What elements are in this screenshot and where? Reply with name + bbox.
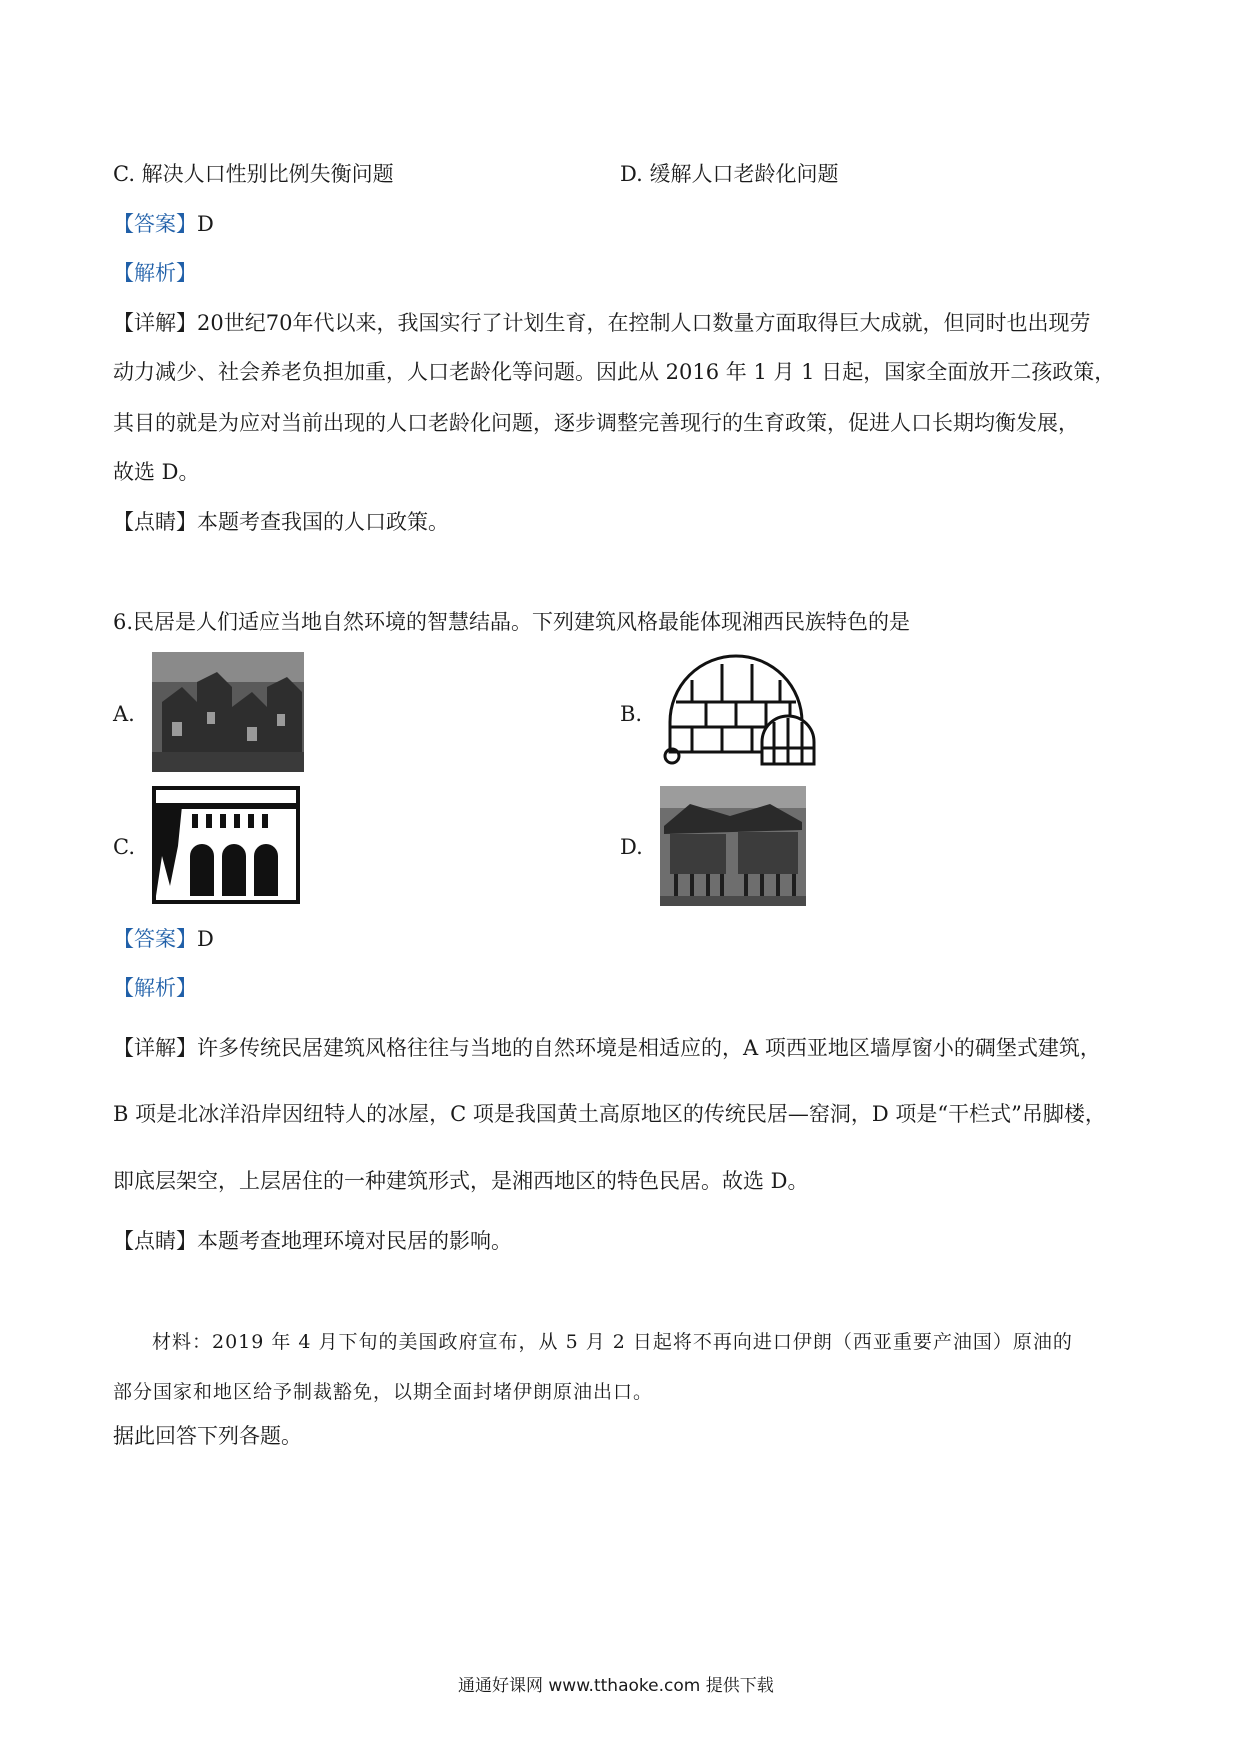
q6-detail-line-1 [113,1034,1101,1062]
page-footer: 通通好课网 www.tthaoke.com 提供下载 [458,1676,774,1696]
material-line-2: 部分国家和地区给予制裁豁免，以期全面封堵伊朗原油出口。 [113,1381,654,1403]
answer-tag: 【答案】 [113,212,197,236]
q5-answer [113,210,214,238]
q5-analysis-tag: 【解析】 [113,261,197,285]
answer-tag: 【答案】 [113,927,197,951]
q5-detail-line-2: 动力减少、社会养老负担加重，人口老龄化等问题。因此从 2016 年 1 月 1 日起，国家全面放开二孩政策， [113,360,1116,384]
q5-detail-line-3: 其目的就是为应对当前出现的人口老龄化问题，逐步调整完善现行的生育政策，促进人口长期均衡发展， [113,411,1079,435]
q6-answer [113,925,214,953]
q6-stem: 6.民居是人们适应当地自然环境的智慧结晶。下列建筑风格最能体现湘西民族特色的是 [113,610,911,634]
q5-comment [113,508,449,536]
answer-value: D [197,212,214,236]
stilted-house-image [660,786,806,906]
comment-text: 本题考查地理环境对民居的影响。 [197,1229,512,1253]
q6-option-b-label: B. [620,702,643,726]
detail-text: 许多传统民居建筑风格往往与当地的自然环境是相适应的，A 项西亚地区墙厚窗小的碉堡式建筑， [197,1036,1101,1060]
q6-option-d-label: D. [620,835,643,859]
material-line-1: 材料：2019 年 4 月下旬的美国政府宣布，从 5 月 2 日起将不再向进口伊朗（西亚重要产油国）原油的 [152,1331,1073,1353]
detail-tag: 【详解】 [113,311,197,335]
q6-analysis-tag: 【解析】 [113,976,197,1000]
comment-tag: 【点睛】 [113,510,197,534]
material-instruction: 据此回答下列各题。 [113,1424,302,1448]
q6-comment [113,1227,512,1255]
q6-option-c-label: C. [113,835,135,859]
q5-detail-line-4: 故选 D。 [113,460,200,484]
igloo-image [662,652,822,770]
detail-text: 20世纪70年代以来，我国实行了计划生育，在控制人口数量方面取得巨大成就，但同时也出现劳 [197,311,1091,335]
q6-option-a-label: A. [113,702,135,726]
comment-text: 本题考查我国的人口政策。 [197,510,449,534]
q6-detail-line-3: 即底层架空，上层居住的一种建筑形式，是湘西地区的特色民居。故选 D。 [113,1169,809,1193]
castle-building-image [152,652,304,772]
q5-option-c: C. 解决人口性别比例失衡问题 [113,162,394,186]
cave-dwelling-image [152,786,300,904]
answer-value: D [197,927,214,951]
comment-tag: 【点睛】 [113,1229,197,1253]
q5-detail-line-1 [113,309,1090,337]
q6-detail-line-2: B 项是北冰洋沿岸因纽特人的冰屋，C 项是我国黄土高原地区的传统民居—窑洞，D 项是“干栏式”吊脚楼， [113,1102,1106,1126]
detail-tag: 【详解】 [113,1036,197,1060]
q5-option-d: D. 缓解人口老龄化问题 [620,162,839,186]
